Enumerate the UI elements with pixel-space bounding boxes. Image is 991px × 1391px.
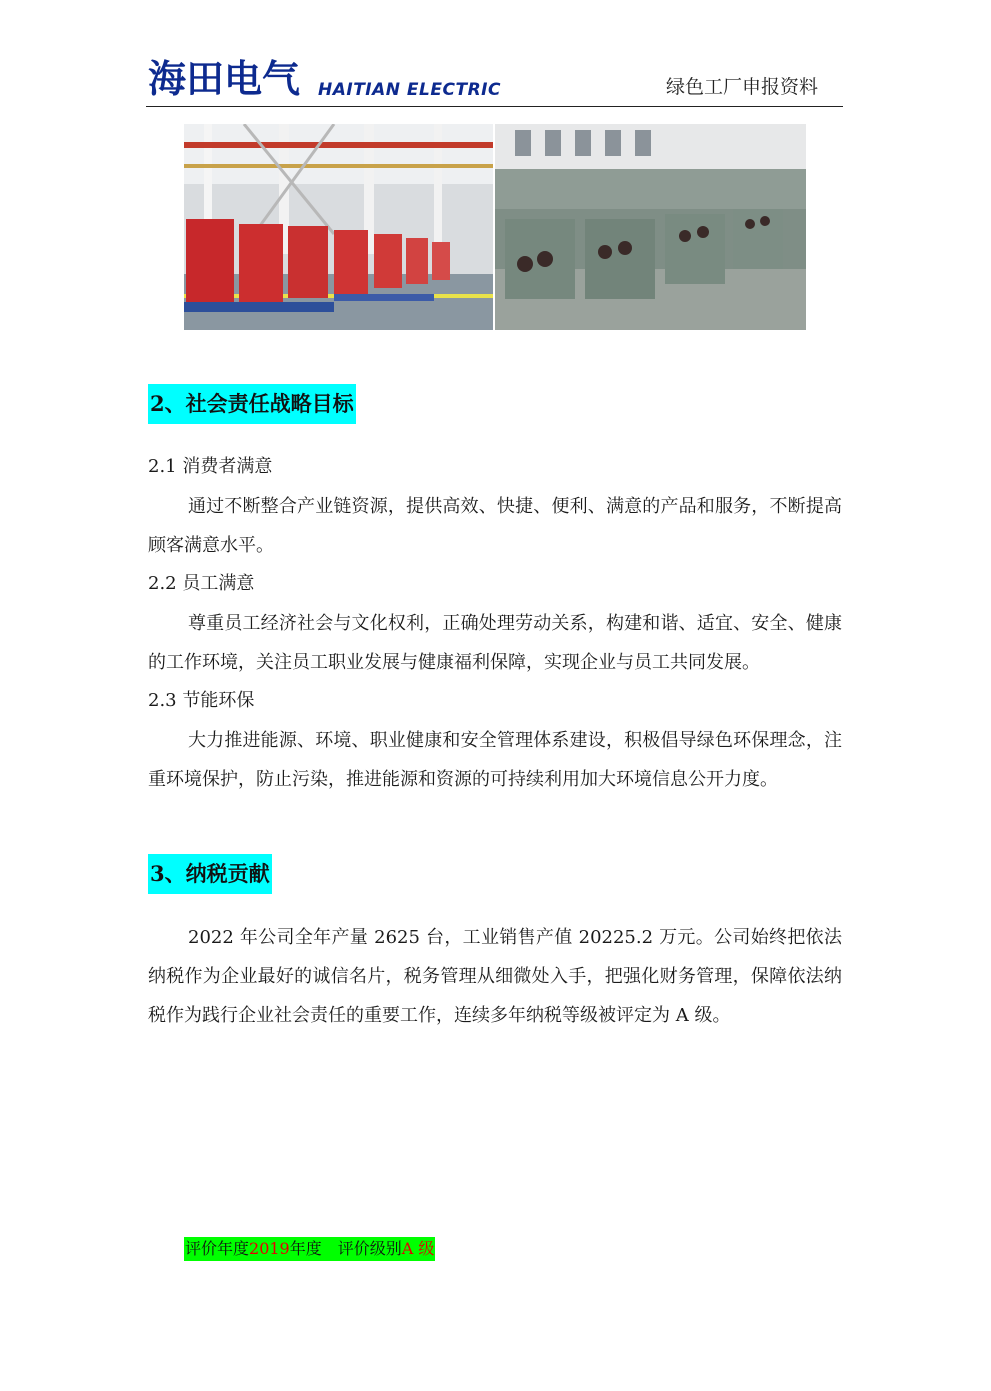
subsection-2-3-text: 大力推进能源、环境、职业健康和安全管理体系建设，积极倡导绿色环保理念，注重环境保护，防止污染，推进能源和资源的可持续利用加大环境信息公开力度。 [148, 730, 842, 790]
factory-workshop-photo [184, 124, 493, 330]
subsection-2-1-text: 通过不断整合产业链资源，提供高效、快捷、便利、满意的产品和服务，不断提高顾客满意水平。 [148, 496, 842, 556]
rating-year-value: 2019 [249, 1239, 290, 1258]
company-logo-english: HAITIAN ELECTRIC [318, 80, 501, 100]
section-3-text: 2022 年公司全年产量 2625 台，工业销售产值 20225.2 万元。公司始终把依法纳税作为企业最好的诚信名片，税务管理从细微处入手，把强化财务管理，保障依法纳税作为践行企业社会责任的重要工作，连续多年纳税等级被评定为 A 级。 [148, 927, 842, 1026]
header-divider [146, 106, 843, 107]
subsection-2-1-title: 2.1 消费者满意 [148, 456, 273, 477]
document-title: 绿色工厂申报资料 [666, 76, 819, 98]
rating-year-label: 评价年度 [185, 1239, 250, 1258]
section-3-heading: 3、纳税贡献 [148, 854, 272, 894]
subsection-2-3-title: 2.3 节能环保 [148, 690, 255, 711]
subsection-2-2-text: 尊重员工经济社会与文化权利，正确处理劳动关系，构建和谐、适宜、安全、健康的工作环境，关注员工职业发展与健康福利保障，实现企业与员工共同发展。 [148, 613, 842, 673]
rating-grade-label: 年度 评价级别 [289, 1239, 402, 1258]
transformer-yard-photo [495, 124, 806, 330]
tax-rating-note [184, 1237, 435, 1261]
section-2-heading: 2、社会责任战略目标 [148, 384, 356, 424]
company-logo-chinese: 海田电气 [148, 57, 301, 101]
rating-grade-value: A 级 [401, 1239, 435, 1258]
subsection-2-2-title: 2.2 员工满意 [148, 573, 255, 594]
